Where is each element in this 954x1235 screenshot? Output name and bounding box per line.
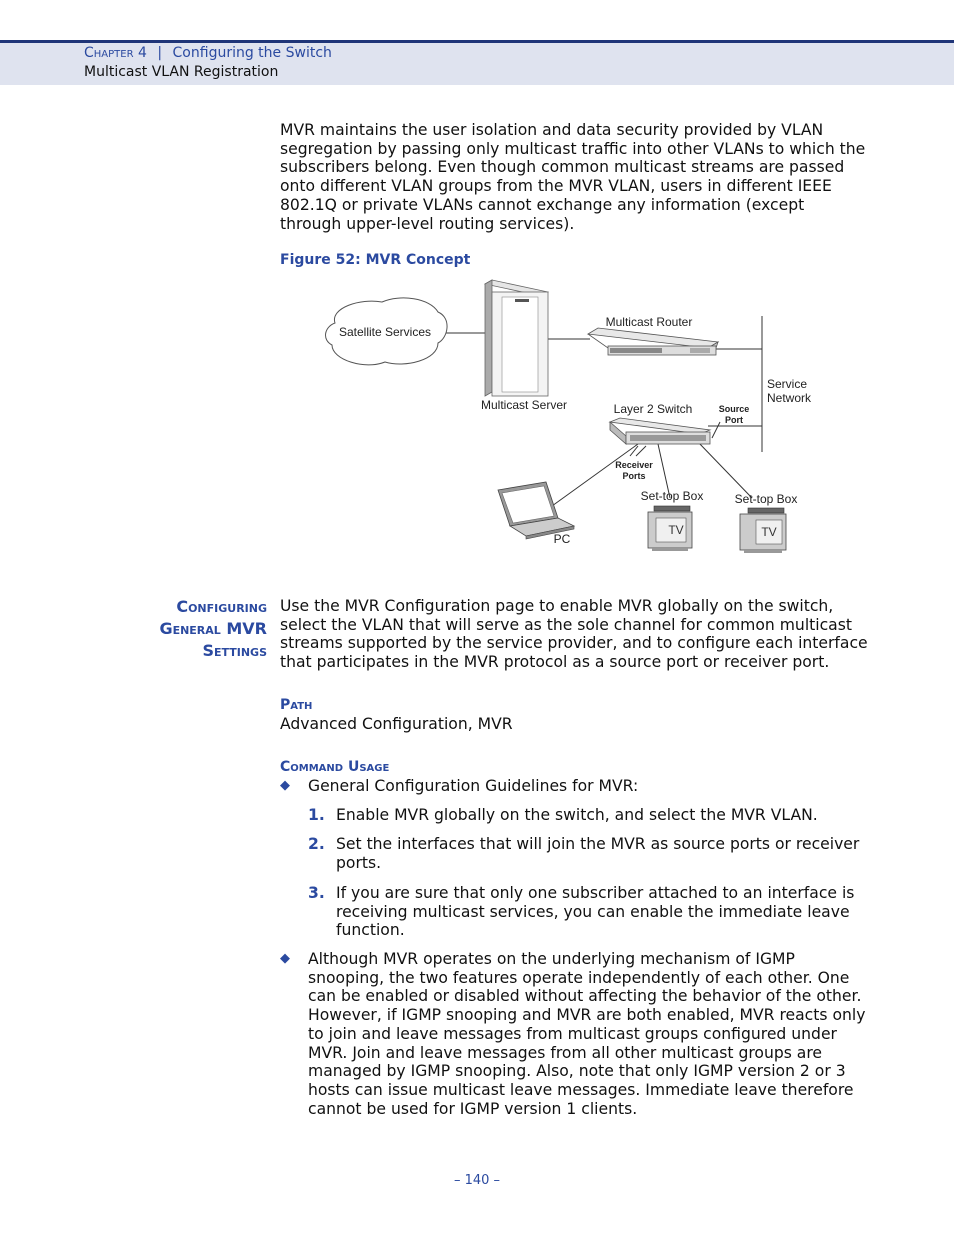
settop-box-1-icon [654,506,690,511]
settop-box-label-1: Set-top Box [640,489,704,503]
source-port-label-1: Source [718,404,750,414]
step-number: 2. [308,835,325,853]
command-usage-heading: Command Usage [280,759,390,775]
section-heading [120,596,267,662]
source-port-label-2: Port [725,415,743,425]
layer2-switch-icon [610,418,710,444]
section-heading-line1: Configuring [176,597,267,616]
receiver-ports-label-2: Ports [622,471,646,481]
chapter-label: Chapter 4 [84,45,147,61]
receiver-port-pointer-2 [636,446,646,456]
step-text: Set the interfaces that will join the MVR as source ports or receiver ports. [336,835,860,872]
multicast-router-label: Multicast Router [605,315,693,329]
multicast-server-label: Multicast Server [480,398,568,412]
source-port-pointer [712,422,720,438]
section-heading-line3: Settings [202,641,267,660]
section-title: Multicast VLAN Registration [84,64,279,80]
bullet-text: Although MVR operates on the underlying mechanism of IGMP snooping, the two features operate independently of each other. One can be enabled or disabled without affecting the behavior of the other. However, if IGMP snooping and MVR are both enabled, MVR reacts only to join and leave messages from multicast groups configured under MVR. Join and leave messages from all other multicast groups are managed by IGMP snooping. Also, note that only IGMP version 2 or 3 hosts can issue multicast leave messages. Immediate leave therefore cannot be used for IGMP version 1 clients. [308,950,866,1118]
mvr-concept-diagram [320,270,820,560]
intro-paragraph: MVR maintains the user isolation and data security provided by VLAN segregation by passing only multicast traffic into other VLANs to which the subscribers belong. Even though common multicast streams are passed onto different VLAN groups from the MVR VLAN, users in different IEEE 802.1Q or private VLANs cannot exchange any information (except through upper-level routing services). [280,121,866,233]
multicast-server-icon [485,280,548,396]
service-network-label-1: Service [767,377,808,391]
settop-box-2-icon [748,508,784,513]
bullet-text: General Configuration Guidelines for MVR: [308,777,639,795]
layer2-switch-label: Layer 2 Switch [613,402,693,416]
section-intro: Use the MVR Configuration page to enable MVR globally on the switch, select the VLAN that will serve as the sole channel for common multicast streams supported by the service provider, and to configure each interface that participates in the MVR protocol as a source port or receiver port. [280,597,868,672]
step-number: 3. [308,884,325,902]
service-network-label-2: Network [767,391,812,405]
receiver-ports-label-1: Receiver [615,460,653,470]
line-switch-settop2 [698,442,752,498]
pc-label: PC [553,532,571,546]
page-number: – 140 – [453,1173,501,1188]
satellite-services-label: Satellite Services [338,325,432,339]
chapter-title: Configuring the Switch [172,45,332,61]
path-text: Advanced Configuration, MVR [280,715,513,733]
figure-caption: Figure 52: MVR Concept [280,252,471,268]
header-separator: | [157,45,163,61]
diamond-bullet-icon: ◆ [280,951,290,966]
step-text: Enable MVR globally on the switch, and select the MVR VLAN. [336,806,818,824]
path-heading: Path [280,697,313,713]
pc-laptop-icon [498,482,574,539]
diamond-bullet-icon: ◆ [280,778,290,793]
tv-2-label: TV [761,525,777,539]
section-heading-line2: General MVR [159,619,267,638]
running-header-chapter [84,45,332,61]
tv-1-label: TV [668,523,684,537]
step-text: If you are sure that only one subscriber attached to an interface is receiving multicast services, you can enable the immediate leave function. [336,884,855,940]
settop-box-label-2: Set-top Box [734,492,798,506]
multicast-router-icon [588,328,718,355]
step-number: 1. [308,806,325,824]
